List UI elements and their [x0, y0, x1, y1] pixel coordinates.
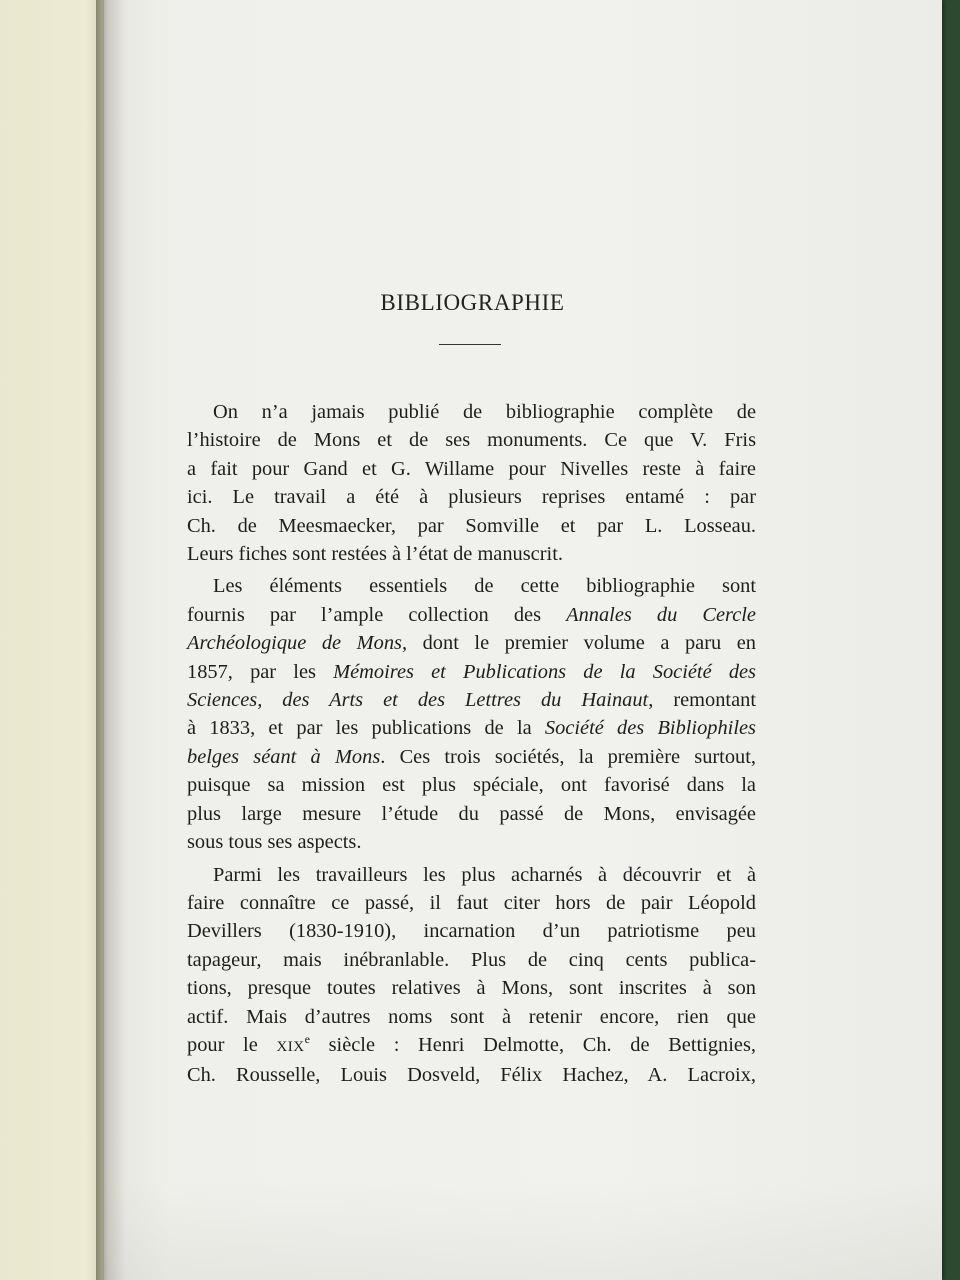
text-line: Ch. Rousselle, Louis Dosveld, Félix Hachez, A. Lacroix,: [187, 1064, 756, 1087]
text-segment: pour le: [187, 1033, 258, 1056]
text-line: Parmi les travailleurs les plus acharnés à découvrir et à: [213, 863, 756, 886]
page-gutter-shadow: [96, 0, 126, 1280]
text-line: tapageur, mais inébranlable. Plus de cinq cents publica-: [187, 948, 756, 971]
text-segment: , dont le premier volume a paru en: [401, 632, 756, 655]
text-line: tions, presque toutes relatives à Mons, sont inscrites à son: [187, 977, 756, 1000]
paragraph-3: [187, 861, 756, 1090]
text-line: puisque sa mission est plus spéciale, ont favorisé dans la: [187, 774, 756, 797]
page-body: [187, 398, 756, 1090]
text-line: [187, 686, 756, 714]
italic-title: Archéologique de Mons: [187, 632, 402, 655]
text-segment: . Ces trois sociétés, la première surtout,: [380, 745, 756, 768]
text-line: faire connaître ce passé, il faut citer hors de pair Léopold: [187, 891, 756, 914]
text-line: Les éléments essentiels de cette bibliographie sont: [213, 575, 756, 598]
text-line: [187, 1031, 756, 1061]
title-divider: [439, 344, 501, 345]
text-line: a fait pour Gand et G. Willame pour Nivelles reste à faire: [187, 457, 756, 480]
text-segment: fournis par l’ample collection des: [187, 603, 542, 626]
italic-title: belges séant à Mons: [187, 745, 381, 768]
text-line: Devillers (1830-1910), incarnation d’un patriotisme peu: [187, 920, 756, 943]
italic-title: Société des Bibliophiles: [544, 717, 756, 740]
facing-page-edge: [0, 0, 108, 1280]
italic-title: Mémoires et Publications de la Société des: [333, 660, 756, 683]
text-line: [187, 629, 756, 657]
italic-title: Annales du Cercle: [566, 603, 756, 626]
text-line: Ch. de Meesmaecker, par Somville et par L. Losseau.: [187, 514, 756, 537]
text-line: ici. Le travail a été à plusieurs reprises entamé : par: [187, 486, 756, 509]
text-line: [187, 658, 756, 686]
text-segment: , remontant: [648, 689, 756, 712]
italic-title: Sciences, des Arts et des Lettres du Hainaut: [187, 689, 649, 712]
text-segment: à 1833, et par les publications de la: [187, 717, 532, 740]
paragraph-2: [187, 572, 756, 856]
text-line: [187, 601, 756, 629]
page-title: BIBLIOGRAPHIE: [380, 290, 565, 315]
text-line: Leurs fiches sont restées à l’état de manuscrit.: [187, 543, 563, 566]
text-segment: 1857, par les: [187, 660, 316, 683]
page-shade: [104, 1180, 942, 1280]
text-line: sous tous ses aspects.: [187, 831, 362, 854]
century-numeral: XIX: [276, 1038, 305, 1055]
text-line: plus large mesure l’étude du passé de Mons, envisagée: [187, 802, 756, 825]
text-segment: siècle : Henri Delmotte, Ch. de Bettignies,: [328, 1033, 756, 1056]
superscript: e: [304, 1032, 310, 1047]
text-line: actif. Mais d’autres noms sont à retenir encore, rien que: [187, 1005, 756, 1028]
text-line: l’histoire de Mons et de ses monuments. Ce que V. Fris: [187, 429, 756, 452]
text-line: [187, 743, 756, 771]
text-line: [187, 714, 756, 742]
paragraph-1: [187, 398, 756, 568]
text-line: On n’a jamais publié de bibliographie complète de: [213, 401, 756, 423]
